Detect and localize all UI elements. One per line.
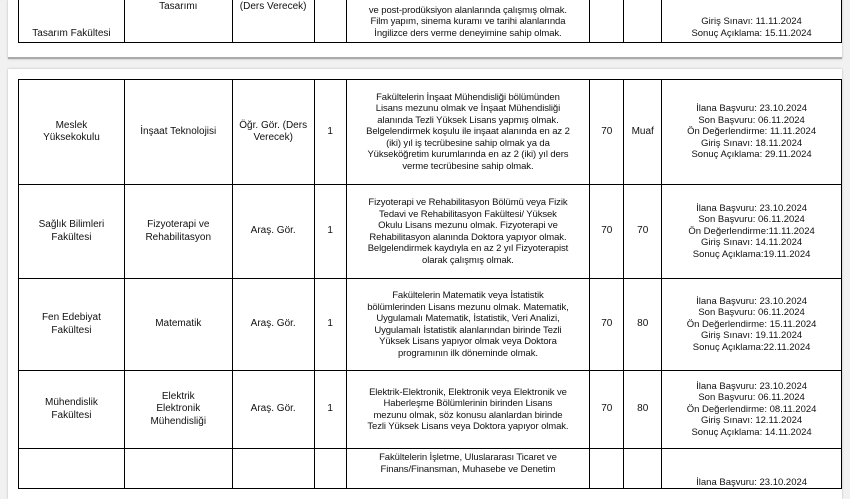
title-cell bbox=[232, 279, 314, 371]
date-line: İlana Başvuru: 23.10.2024 bbox=[696, 202, 808, 214]
dates-cell bbox=[662, 185, 842, 279]
previous-page-sheet bbox=[8, 0, 842, 59]
requirement-line: Okulu Lisans mezunu olmak. Fizyoterapi ve bbox=[378, 220, 558, 231]
title-cell bbox=[232, 449, 314, 489]
position-count: 1 bbox=[327, 403, 333, 415]
department-cell bbox=[124, 371, 232, 449]
title-cell bbox=[232, 371, 314, 449]
requirement-line: Elektrik-Elektronik, Elektronik veya Elektronik ve bbox=[369, 386, 567, 398]
requirement-line: bölümlerinden Lisans mezunu olmak. Matematik, bbox=[367, 301, 569, 313]
foreign-language-cell bbox=[624, 449, 662, 489]
title-text: Araş. Gör. bbox=[250, 225, 296, 237]
faculty-cell bbox=[19, 371, 125, 449]
foreign-language-cell bbox=[624, 371, 662, 449]
count-cell bbox=[314, 279, 346, 371]
requirement-line: Uygulamalı Matematik, İstatistik, Veri Analizi, bbox=[376, 313, 560, 324]
requirements-cell bbox=[346, 80, 590, 185]
title-text: (Ders Verecek) bbox=[239, 1, 307, 12]
requirement-line: Fizyoterapi ve Rehabilitasyon Bölümü veya Fizik bbox=[368, 197, 568, 208]
department-text: Matematik bbox=[155, 318, 202, 330]
dates-cell bbox=[662, 0, 842, 43]
department-text: Fizyoterapi ve Rehabilitasyon bbox=[145, 219, 212, 243]
count-cell bbox=[314, 185, 346, 279]
count-cell bbox=[314, 371, 346, 449]
title-cell bbox=[232, 0, 314, 43]
requirement-line: mezunu olmak, söz konusu alanlardan birinde bbox=[373, 409, 563, 421]
date-line: Son Başvuru: 06.11.2024 bbox=[698, 392, 805, 404]
requirement-line: Fakültelerin İşletme, Uluslararası Ticaret ve bbox=[379, 452, 557, 463]
date-line: Sonuç Açıklama:22.11.2024 bbox=[692, 341, 811, 353]
foreign-language-cell bbox=[624, 185, 662, 279]
table-row bbox=[19, 279, 842, 371]
faculty-text: Sağlık Bilimleri Fakültesi bbox=[38, 219, 105, 243]
requirement-line: verme tecrübesine sahip olmak. bbox=[402, 160, 534, 172]
job-postings-table bbox=[18, 79, 842, 489]
date-line: Giriş Sınavı: 18.11.2024 bbox=[700, 137, 803, 149]
foreign-language-score: Muaf bbox=[631, 125, 654, 137]
requirement-line: Fakültelerin Matematik veya İstatistik bbox=[392, 290, 544, 301]
faculty-text: Meslek Yüksekokulu bbox=[43, 119, 100, 143]
department-cell bbox=[124, 0, 232, 43]
foreign-language-score: 80 bbox=[637, 318, 649, 330]
ales-score: 70 bbox=[601, 403, 613, 415]
department-cell bbox=[124, 80, 232, 185]
title-text: Araş. Gör. bbox=[250, 403, 296, 415]
ales-score: 70 bbox=[601, 318, 613, 330]
count-cell bbox=[314, 0, 346, 43]
requirement-line: ve post-prodüksiyon alanlarında çalışmış olmak. bbox=[368, 4, 567, 16]
date-line: İlana Başvuru: 23.10.2024 bbox=[696, 380, 808, 392]
requirement-line: Finans/Finansman, Muhasebe ve Denetim bbox=[380, 463, 556, 475]
current-page-sheet bbox=[8, 69, 842, 499]
requirement-line: programının ilk döneminde olmak. bbox=[397, 347, 538, 359]
faculty-cell bbox=[19, 185, 125, 279]
requirement-line: (iki) yıl iş tecrübesine sahip olmak ya da bbox=[386, 137, 550, 149]
date-line: Giriş Sınavı: 11.11.2024 bbox=[701, 16, 802, 27]
date-line: Sonuç Açıklama: 29.11.2024 bbox=[691, 149, 812, 161]
ales-score: 70 bbox=[601, 225, 613, 237]
title-text: Öğr. Gör. (Ders Verecek) bbox=[239, 119, 308, 143]
faculty-cell bbox=[19, 279, 125, 371]
department-text: İnşaat Teknolojisi bbox=[140, 125, 217, 137]
requirement-line: Fakültelerin İnşaat Mühendisliği bölümünden bbox=[376, 91, 560, 103]
requirement-line: Belgelendirmek koşulu ile inşaat alanında en az 2 bbox=[366, 126, 570, 138]
dates-cell bbox=[662, 279, 842, 371]
date-line: Ön Değerlendirme: 15.11.2024 bbox=[686, 318, 817, 330]
requirements-cell bbox=[346, 449, 590, 489]
ales-cell bbox=[590, 0, 624, 43]
foreign-language-cell bbox=[624, 279, 662, 371]
date-line: Sonuç Açıklama: 15.11.2024 bbox=[691, 27, 812, 39]
dates-cell bbox=[662, 449, 842, 489]
ales-score: 70 bbox=[601, 125, 613, 137]
foreign-language-score: 70 bbox=[637, 225, 649, 237]
table-row bbox=[19, 185, 842, 279]
ales-cell bbox=[590, 449, 624, 489]
table-row bbox=[19, 371, 842, 449]
faculty-cell bbox=[19, 449, 125, 489]
date-line: İlana Başvuru: 23.10.2024 bbox=[696, 295, 808, 307]
title-cell bbox=[232, 185, 314, 279]
title-text: Araş. Gör. bbox=[250, 318, 296, 330]
date-line: Giriş Sınavı: 19.11.2024 bbox=[700, 330, 803, 342]
date-line: Son Başvuru: 06.11.2024 bbox=[698, 307, 805, 319]
foreign-language-cell bbox=[624, 0, 662, 43]
date-line: Sonuç Açıklama:19.11.2024 bbox=[692, 248, 811, 260]
foreign-language-cell bbox=[624, 80, 662, 185]
ales-cell bbox=[590, 185, 624, 279]
requirements-cell bbox=[346, 185, 590, 279]
requirement-line: Tezli Yüksek Lisans veya Doktora yapıyor olmak. bbox=[367, 421, 569, 432]
faculty-cell bbox=[19, 0, 125, 43]
department-cell bbox=[124, 185, 232, 279]
date-line: Sonuç Açıklama: 14.11.2024 bbox=[691, 426, 812, 438]
date-line: Son Başvuru: 06.11.2024 bbox=[698, 114, 805, 126]
department-text: Tasarımı bbox=[159, 1, 198, 12]
requirement-line: Rehabilitasyon alanında Doktora yapıyor olmak. bbox=[369, 231, 567, 243]
requirement-line: olarak çalışmış olmak. bbox=[422, 254, 514, 266]
faculty-cell bbox=[19, 80, 125, 185]
requirement-line: Tedavi ve Rehabilitasyon Fakültesi/ Yüksek bbox=[379, 208, 557, 220]
date-line: Ön Değerlendirme:11.11.2024 bbox=[688, 225, 815, 237]
requirement-line: Yüksek Lisans yapıyor olmak veya Doktora bbox=[379, 336, 557, 347]
position-count: 1 bbox=[327, 225, 333, 237]
department-cell bbox=[124, 449, 232, 489]
dates-cell bbox=[662, 80, 842, 185]
ales-cell bbox=[590, 80, 624, 185]
requirement-line: Uygulamalı İstatistik alanlarından birinde Tezli bbox=[374, 324, 562, 336]
requirement-line: Belgelendirmek kaydıyla en az 2 yıl Fizyoterapist bbox=[367, 243, 569, 254]
table-row bbox=[19, 449, 842, 489]
title-cell bbox=[232, 80, 314, 185]
date-line: İlana Başvuru: 23.10.2024 bbox=[696, 103, 808, 115]
table-row bbox=[19, 80, 842, 185]
date-line: Ön Değerlendirme: 08.11.2024 bbox=[686, 403, 817, 415]
requirements-cell bbox=[346, 371, 590, 449]
faculty-text: Tasarım Fakültesi bbox=[32, 27, 111, 39]
requirement-line: Lisans mezunu olmak ve İnşaat Mühendisliği bbox=[375, 103, 561, 115]
position-count: 1 bbox=[327, 125, 333, 137]
count-cell bbox=[314, 449, 346, 489]
requirement-line: Haberleşme Bölümlerinin birinden Lisans bbox=[383, 398, 553, 409]
date-line: Giriş Sınavı: 14.11.2024 bbox=[700, 237, 803, 249]
date-line: Giriş Sınavı: 12.11.2024 bbox=[700, 415, 803, 427]
top-fragment-table bbox=[18, 0, 842, 43]
requirement-line: Film yapım, sinema kuramı ve tarihi alanlarında bbox=[370, 16, 566, 27]
department-cell bbox=[124, 279, 232, 371]
faculty-text: Mühendislik Fakültesi bbox=[45, 397, 98, 421]
date-line: Ön Değerlendirme: 11.11.2024 bbox=[687, 126, 817, 138]
faculty-text: Fen Edebiyat Fakültesi bbox=[41, 312, 101, 336]
count-cell bbox=[314, 80, 346, 185]
requirement-line: Yükseköğretim kurumlarında en az 2 (iki) yıl ders bbox=[367, 149, 569, 161]
ales-cell bbox=[590, 371, 624, 449]
date-line: İlana Başvuru: 23.10.2024 bbox=[696, 476, 808, 488]
requirements-cell bbox=[346, 0, 590, 43]
requirements-cell bbox=[346, 279, 590, 371]
dates-cell bbox=[662, 371, 842, 449]
requirement-line: İngilizce ders verme deneyimine sahip olmak. bbox=[374, 27, 562, 39]
date-line: Son Başvuru: 06.11.2024 bbox=[698, 214, 805, 226]
foreign-language-score: 80 bbox=[637, 403, 649, 415]
position-count: 1 bbox=[327, 318, 333, 330]
ales-cell bbox=[590, 279, 624, 371]
requirement-line: alanında Tezli Yüksek Lisans yapmış olmak. bbox=[377, 114, 559, 126]
department-text: Elektrik Elektronik Mühendisliği bbox=[150, 391, 207, 427]
